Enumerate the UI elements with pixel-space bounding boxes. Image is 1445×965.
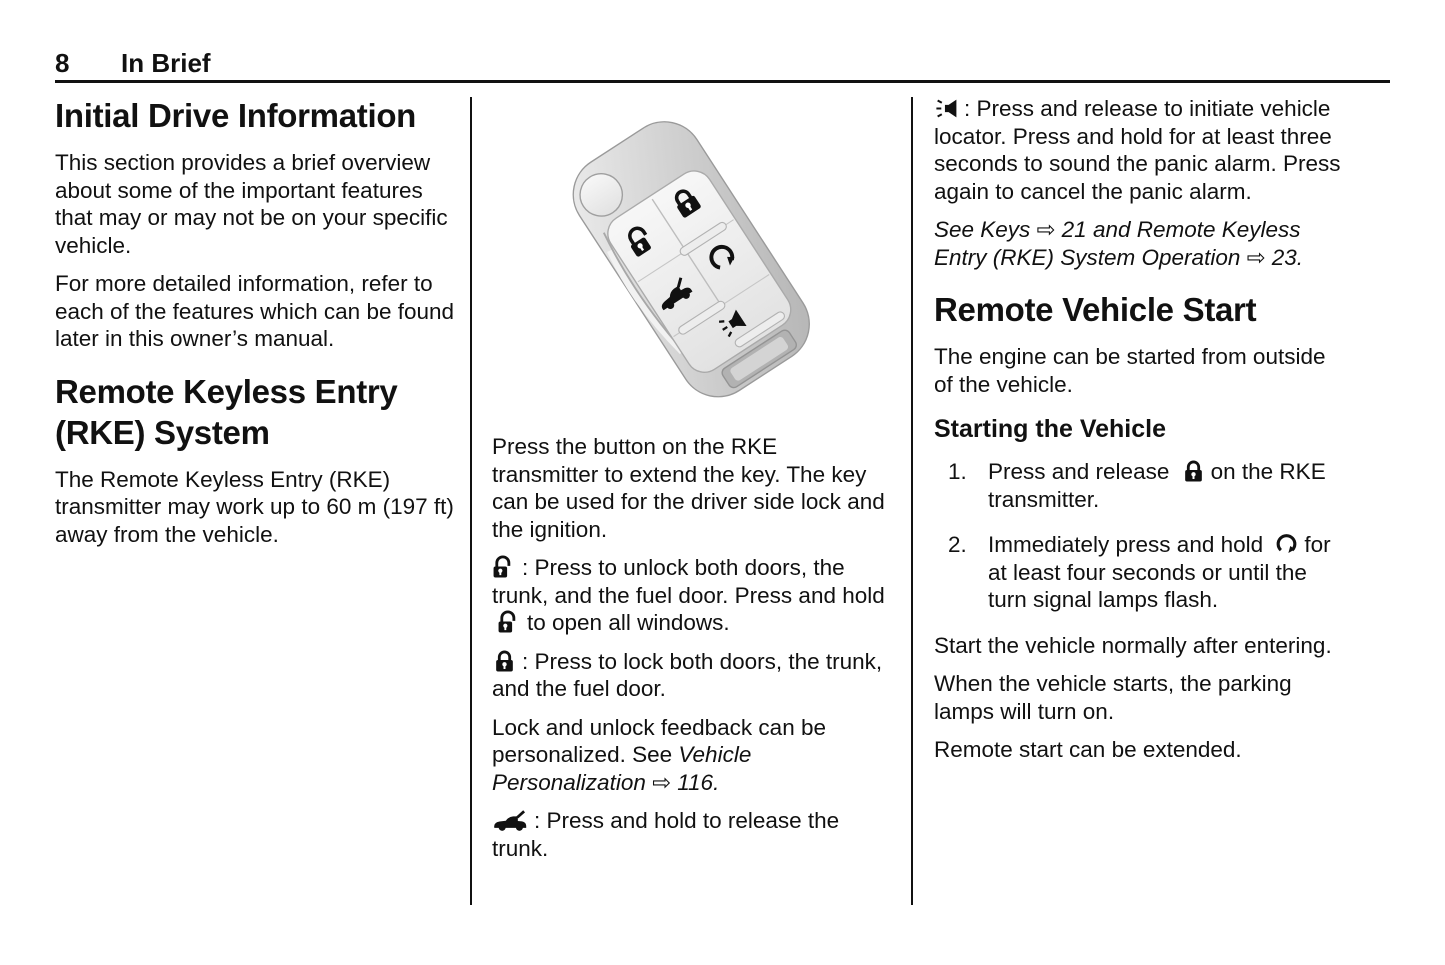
rke-transmitter-figure xyxy=(492,98,888,420)
para-more-detail: For more detailed information, refer to each of the features which can be found later in this owner’s manual. xyxy=(55,271,455,351)
panic-alarm-icon xyxy=(934,96,959,121)
step-number: 2. xyxy=(948,532,967,557)
lock-icon xyxy=(492,649,517,674)
para-rke-range: The Remote Keyless Entry (RKE) transmitter may work up to 60 m (197 ft) away from the vehicle. xyxy=(55,466,454,547)
lock-icon xyxy=(1181,459,1206,484)
para-lock xyxy=(492,648,888,703)
unlock-text-1: : Press to unlock both doors, the trunk, and the fuel door. Press and hold xyxy=(492,555,885,608)
unlock-icon xyxy=(492,555,517,580)
remote-start-icon xyxy=(1274,532,1299,557)
trunk-text: : Press and hold to release the trunk. xyxy=(492,808,840,861)
para-unlock xyxy=(492,554,888,637)
step-text xyxy=(988,458,1348,513)
para-remote-extended: Remote start can be extended. xyxy=(934,737,1242,762)
feedback-text: Lock and unlock feedback can be personalized. See xyxy=(492,714,826,767)
step2-text-2: for at least four seconds or until the turn signal lamps flash. xyxy=(988,532,1331,612)
para-panic xyxy=(934,95,1348,205)
list-item xyxy=(934,458,1348,513)
unlock-icon xyxy=(497,610,522,635)
unlock-text-2: to open all windows. xyxy=(527,610,730,635)
column-initial-drive xyxy=(55,95,455,559)
subheading-starting-the-vehicle: Starting the Vehicle xyxy=(934,415,1167,443)
step1-text-2: on the RKE transmitter. xyxy=(988,459,1326,512)
column-rke-transmitter xyxy=(492,95,888,873)
starting-steps-list xyxy=(934,458,1348,614)
section-title: In Brief xyxy=(121,48,211,78)
panic-text: : Press and release to initiate vehicle locator. Press and hold for at least three seconds to sound the panic alarm. Press again to cancel the panic alarm. xyxy=(934,96,1341,204)
feedback-reference: Vehicle Personalization ⇨ 116. xyxy=(492,742,752,795)
lock-text: : Press to lock both doors, the trunk, and the fuel door. xyxy=(492,648,883,701)
heading-initial-drive-information: Initial Drive Information xyxy=(55,97,417,134)
page-number: 8 xyxy=(55,48,70,78)
step-number: 1. xyxy=(948,459,967,484)
rke-transmitter-illustration xyxy=(492,98,888,420)
para-extend-key: Press the button on the RKE transmitter to extend the key. The key can be used for the driver side lock and the ignition. xyxy=(492,434,885,542)
para-feedback xyxy=(492,714,888,797)
heading-rke-system: Remote Keyless Entry (RKE) System xyxy=(55,372,398,451)
step1-text-1: Press and release xyxy=(988,459,1170,484)
para-trunk xyxy=(492,807,888,862)
para-engine: The engine can be started from outside of the vehicle. xyxy=(934,344,1326,397)
step2-text-1: Immediately press and hold xyxy=(988,532,1264,557)
column-divider-2 xyxy=(911,97,913,905)
para-start-normally: Start the vehicle normally after entering. xyxy=(934,632,1332,658)
list-item xyxy=(934,531,1348,614)
para-see-references: See Keys ⇨ 21 and Remote Keyless Entry (RKE) System Operation ⇨ 23. xyxy=(934,217,1303,270)
heading-remote-vehicle-start: Remote Vehicle Start xyxy=(934,291,1257,328)
para-parking-lamps: When the vehicle starts, the parking lamps will turn on. xyxy=(934,671,1292,724)
trunk-release-icon xyxy=(492,809,528,832)
header-rule xyxy=(55,80,1390,83)
para-overview: This section provides a brief overview about some of the important features that may or may not be on your specific vehicle. xyxy=(55,150,448,258)
column-remote-start xyxy=(934,95,1348,775)
column-divider-1 xyxy=(470,97,472,905)
step-text xyxy=(988,531,1348,614)
